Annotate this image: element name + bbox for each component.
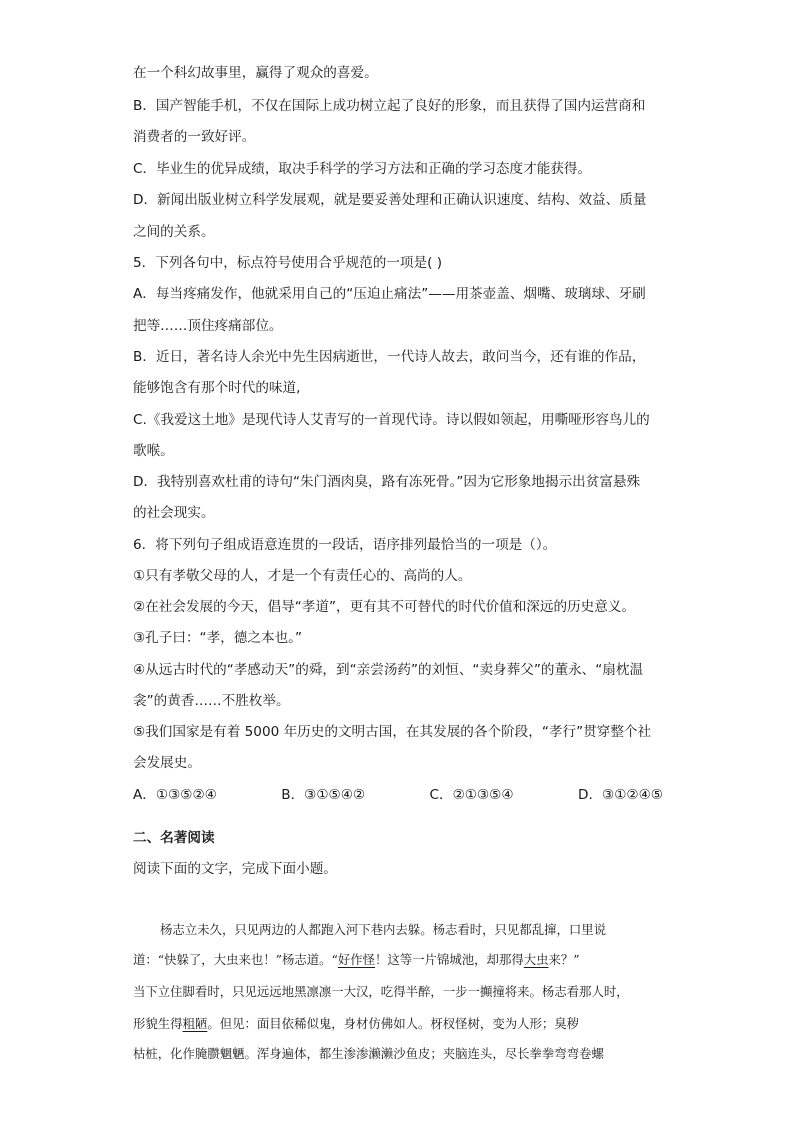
q5-option-b-line1: B．近日，著名诗人余光中先生因病逝世，一代诗人故去，敢问当今，还有谁的作品， [133, 349, 646, 365]
excerpt-line-2-part-a: 道：“快躲了，大虫来也！”杨志道。“ [133, 952, 338, 967]
excerpt-line-4-part-b: 。但见：面目依稀似鬼，身材仿佛如人。枒杈怪树，变为人形；臭秽 [207, 1016, 580, 1031]
excerpt-line-3-text: 当下立住脚看时，只见远远地黑凛凛一大汉，吃得半醉，一步一攧撞将来。杨志看那人时， [133, 984, 629, 999]
q5-option-b-line2: 能够饱含有那个时代的味道, [133, 380, 301, 396]
q5-option-a-line2: 把等……顶住疼痛部位。 [133, 318, 283, 334]
q6-sentence-5-line1: ⑤我们国家是有着 5000 年历史的文明古国，在其发展的各个阶段，“孝行”贯穿整个社 [133, 724, 652, 740]
q6-option-c: C．②①③⑤④ [429, 787, 514, 803]
q5-option-c-line2: 歌喉。 [133, 443, 174, 459]
excerpt-line-1 [160, 920, 658, 940]
excerpt-line-4-part-a: 形貌生得 [133, 1016, 183, 1031]
excerpt-line-1-text: 杨志立未久，只见两边的人都跑入河下巷内去躲。杨志看时，只见都乱撺，口里说 [160, 922, 607, 937]
q6-sentence-4-line1: ④从远古时代的“孝感动天”的舜，到“亲尝汤药”的刘恒、“卖身葬父”的董永、“扇枕温 [133, 662, 644, 678]
q6-options-row [133, 785, 663, 805]
underlined-term-culou: 粗陋 [182, 1016, 208, 1031]
excerpt-line-5-text: 枯桩，化作腌臜魍魉。浑身遍体，都生渗渗濑濑沙鱼皮；夹脑连头，尽长拳拳弯弯卷螺 [133, 1046, 604, 1061]
underlined-term-dachong: 大虫 [523, 952, 549, 967]
q4-option-b-line2: 消费者的一致好评。 [133, 129, 256, 145]
q6-option-b: B．③①⑤④② [281, 787, 366, 803]
underlined-term-haozuoguai: 好作怪 [337, 952, 376, 967]
reading-instruction: 阅读下面的文字，完成下面小题。 [133, 861, 337, 877]
q6-option-a: A．①③⑤②④ [133, 787, 217, 803]
q5-option-a-line1: A．每当疼痛发作，他就采用自己的“压迫止痛法”——用茶壶盖、烟嘴、玻璃球、牙刷 [133, 286, 646, 302]
q4-option-b-line1: B．国产智能手机，不仅在国际上成功树立起了良好的形象，而且获得了国内运营商和 [133, 98, 646, 114]
excerpt-line-4 [133, 1014, 658, 1034]
q6-stem: 6．将下列句子组成语意连贯的一段话，语序排列最恰当的一项是（）。 [133, 537, 557, 553]
q5-option-d-line2: 的社会现实。 [133, 505, 215, 521]
q4-option-d-line2: 之间的关系。 [133, 224, 215, 240]
q6-sentence-3: ③孔子曰：“孝，德之本也。” [133, 630, 303, 646]
q5-stem: 5．下列各句中，标点符号使用合乎规范的一项是( ) [133, 255, 443, 271]
section-heading: 二、名著阅读 [133, 830, 215, 846]
q5-option-c-line1: C.《我爱这土地》是现代诗人艾青写的一首现代诗。诗以假如领起，用嘶哑形容鸟儿的 [133, 412, 650, 428]
excerpt-line-2-part-c: 来？” [548, 952, 580, 967]
q5-option-d-line1: D．我特别喜欢杜甫的诗句“朱门酒肉臭，路有冻死骨。”因为它形象地揭示出贫富悬殊 [133, 474, 641, 490]
q4-option-d-line1: D．新闻出版业树立科学发展观，就是要妥善处理和正确认识速度、结构、效益、质量 [133, 192, 647, 208]
q4-option-c: C．毕业生的优异成绩，取决手科学的学习方法和正确的学习态度才能获得。 [133, 161, 592, 177]
q4-option-a-continuation: 在一个科幻故事里，赢得了观众的喜爱。 [133, 65, 378, 81]
excerpt-line-3 [133, 982, 658, 1002]
q6-sentence-5-line2: 会发展史。 [133, 755, 201, 771]
excerpt-line-2-part-b: ！这等一片锦城池，却那得 [375, 952, 524, 967]
excerpt-line-5 [133, 1044, 658, 1064]
q6-sentence-2: ②在社会发展的今天，倡导“孝道”，更有其不可替代的时代价值和深远的历史意义。 [133, 599, 636, 615]
q6-option-d: D．③①②④⑤ [577, 787, 663, 803]
q6-sentence-1: ①只有孝敬父母的人，才是一个有责任心的、高尚的人。 [133, 568, 472, 584]
q6-sentence-4-line2: 衾”的黄香……不胜枚举。 [133, 693, 290, 709]
excerpt-line-2 [133, 950, 658, 970]
